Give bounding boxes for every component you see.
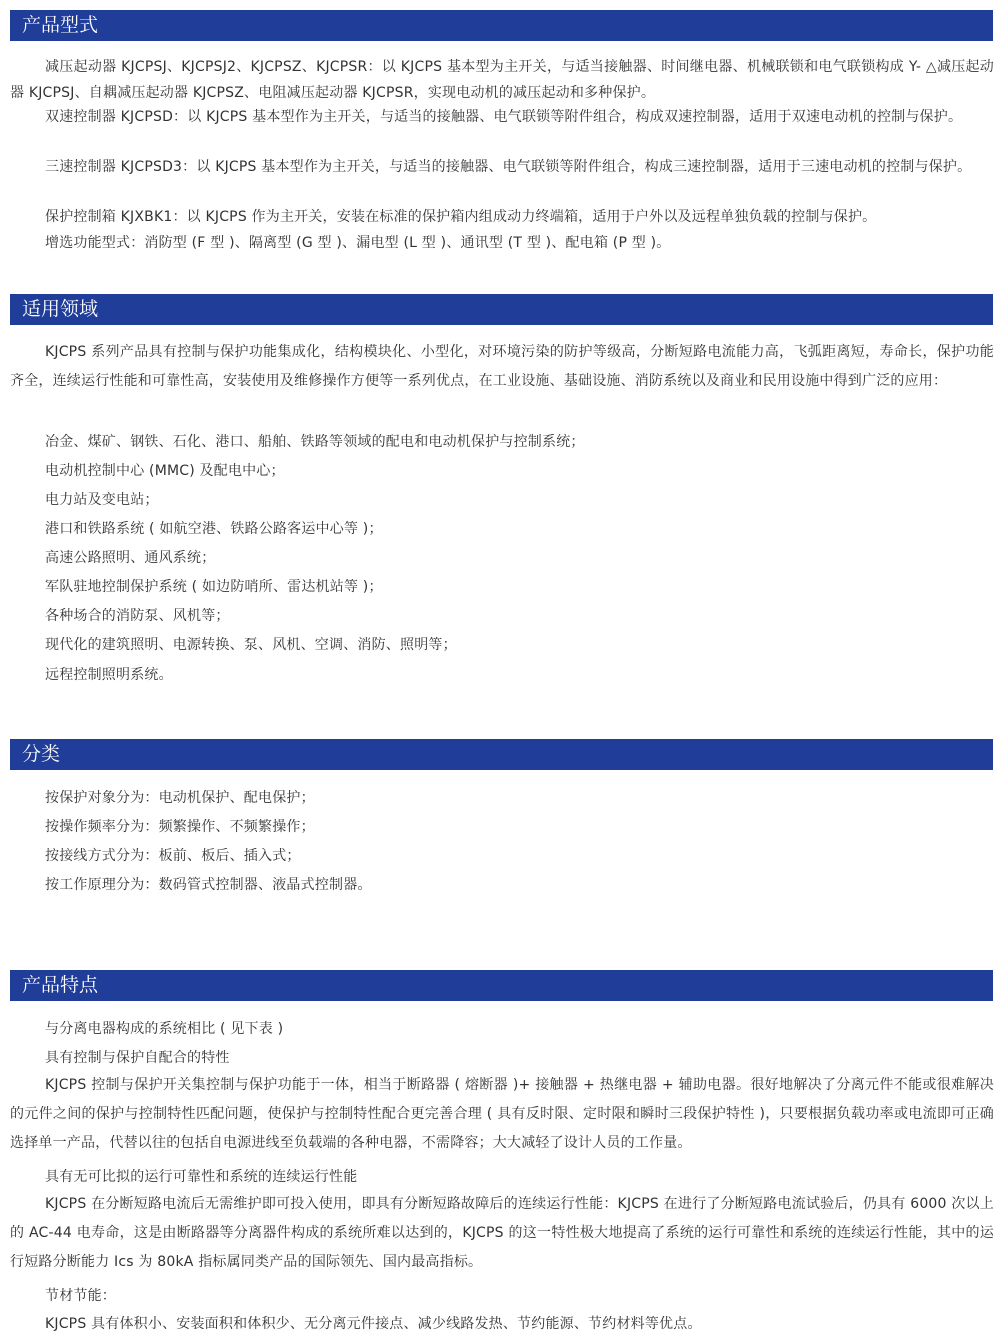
paragraph-optional-functions: 增选功能型式：消防型 (F 型 )、隔离型 (G 型 )、漏电型 (L 型 )、通讯型 (T 型 )、配电箱 (P 型 )。 xyxy=(45,235,671,251)
feature-paragraph: KJCPS 在分断短路电流后无需维护即可投入使用，即具有分断短路故障后的连续运行性能：KJCPS 在进行了分断短路电流试验后，仍具有 6000 次以上的 AC-44 电寿命，这是由断路器等分离器件构成的系统所难以达到的，KJCPS 的这一特性极大地提高了系统的运行可靠性和系统的连续运行性能，其中的运行短路分断能力 Ics 为 80kA 指标属同类产品的国际领先、国内最高指标。 xyxy=(10,1196,994,1270)
section-header-classification: 分类 xyxy=(10,739,993,770)
paragraph-protection-box: 保护控制箱 KJXBK1：以 KJCPS 作为主开关，安装在标准的保护箱内组成动力终端箱，适用于户外以及远程单独负载的控制与保护。 xyxy=(45,209,877,225)
section-header-features: 产品特点 xyxy=(10,970,993,1001)
feature-heading: 具有控制与保护自配合的特性 xyxy=(45,1050,230,1066)
paragraph-triple-speed-controller: 三速控制器 KJCPSD3：以 KJCPS 基本型作为主开关，与适当的接触器、电气联锁等附件组合，构成三速控制器，适用于三速电动机的控制与保护。 xyxy=(45,159,972,175)
list-item: 按保护对象分为：电动机保护、配电保护； xyxy=(45,790,315,806)
list-item: 冶金、煤矿、钢铁、石化、港口、船舶、铁路等领域的配电和电动机保护与控制系统； xyxy=(45,434,585,450)
list-item: 按工作原理分为：数码管式控制器、液晶式控制器。 xyxy=(45,877,372,893)
list-item: 高速公路照明、通风系统； xyxy=(45,550,216,566)
paragraph-applications-intro: KJCPS 系列产品具有控制与保护功能集成化，结构模块化、小型化，对环境污染的防护等级高，分断短路电流能力高，飞弧距离短，寿命长，保护功能齐全，连续运行性能和可靠性高，安装使用及维修操作方便等一系列优点，在工业设施、基础设施、消防系统以及商业和民用设施中得到广泛的应用： xyxy=(10,344,994,389)
feature-heading: 节材节能： xyxy=(45,1288,116,1304)
list-item: 按操作频率分为：频繁操作、不频繁操作； xyxy=(45,819,315,835)
section-header-product-types: 产品型式 xyxy=(10,10,993,41)
list-item: 现代化的建筑照明、电源转换、泵、风机、空调、消防、照明等； xyxy=(45,637,457,653)
feature-paragraph: KJCPS 具有体积小、安装面积和体积少、无分离元件接点、减少线路发热、节约能源、节约材料等优点。 xyxy=(45,1316,702,1332)
feature-heading: 具有无可比拟的运行可靠性和系统的连续运行性能 xyxy=(45,1169,358,1185)
paragraph-dual-speed-controller: 双速控制器 KJCPSD：以 KJCPS 基本型作为主开关，与适当的接触器、电气联锁等附件组合，构成双速控制器，适用于双速电动机的控制与保护。 xyxy=(45,109,963,125)
feature-heading: 与分离电器构成的系统相比 ( 见下表 ) xyxy=(45,1021,284,1037)
list-item: 港口和铁路系统 ( 如航空港、铁路公路客运中心等 )； xyxy=(45,521,383,537)
paragraph-reduced-voltage-starter: 减压起动器 KJCPSJ、KJCPSJ2、KJCPSZ、KJCPSR：以 KJCPS 基本型为主开关，与适当接触器、时间继电器、机械联锁和电气联锁构成 Y- △减压起动器 KJCPSJ、自耦减压起动器 KJCPSZ、电阻减压起动器 KJCPSR，实现电动机的减压起动和多种保护。 xyxy=(10,59,994,101)
list-item: 军队驻地控制保护系统 ( 如边防哨所、雷达机站等 )； xyxy=(45,579,383,595)
list-item: 电动机控制中心 (MMC) 及配电中心； xyxy=(45,463,285,479)
list-item: 按接线方式分为：板前、板后、插入式； xyxy=(45,848,301,864)
list-item: 电力站及变电站； xyxy=(45,492,159,508)
list-item: 各种场合的消防泵、风机等； xyxy=(45,608,230,624)
section-header-applications: 适用领域 xyxy=(10,294,993,325)
feature-paragraph: KJCPS 控制与保护开关集控制与保护功能于一体，相当于断路器 ( 熔断器 )+ 接触器 + 热继电器 + 辅助电器。很好地解决了分离元件不能或很难解决的元件之间的保护与控制特性匹配问题，使保护与控制特性配合更完善合理 ( 具有反时限、定时限和瞬时三段保护特性 )，只要根据负载功率或电流即可正确选择单一产品，代替以往的包括自电源进线至负载端的各种电器，不需降容；大大减轻了设计人员的工作量。 xyxy=(10,1077,994,1151)
list-item: 远程控制照明系统。 xyxy=(45,667,173,683)
